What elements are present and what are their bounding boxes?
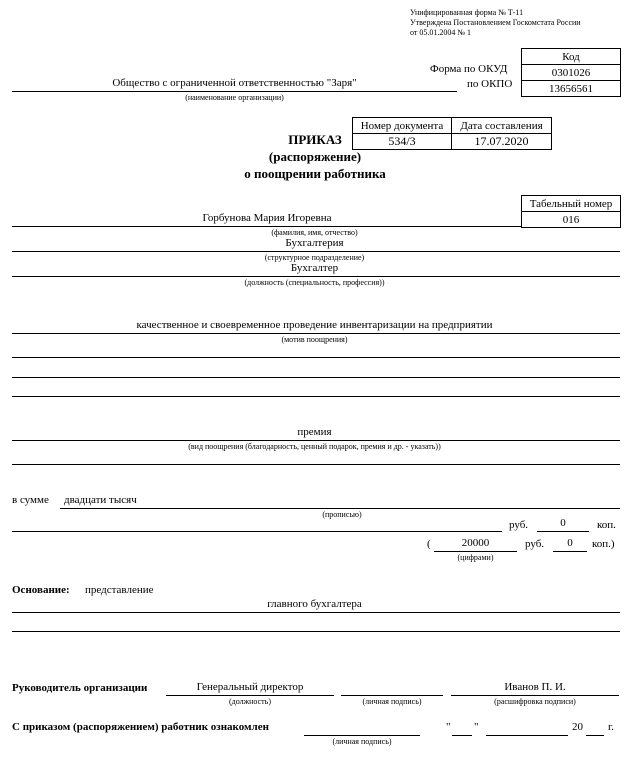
tab-number: 016: [522, 212, 621, 228]
kop-label-words: коп.: [597, 519, 616, 531]
amount-words-line-2: [12, 531, 502, 532]
ack-signature-caption: (личная подпись): [332, 737, 392, 746]
employee-name-line: [12, 226, 522, 227]
position: Бухгалтер: [290, 262, 339, 274]
motive-line: [12, 333, 620, 334]
head-label: Руководитель организации: [12, 682, 148, 694]
ack-year-suffix: г.: [608, 721, 615, 733]
reward-caption: (вид поощрения (благодарность, ценный подарок, премия и др. - указать)): [188, 442, 441, 451]
head-signature-caption: (личная подпись): [362, 697, 422, 706]
okud-value: 0301026: [522, 65, 621, 81]
doc-number: 534/3: [353, 134, 452, 150]
ack-year-prefix: 20: [572, 721, 583, 733]
doc-date-header: Дата составления: [452, 118, 552, 134]
motive-caption: (мотив поощрения): [281, 335, 348, 344]
motive-extra-line-3: [12, 396, 620, 397]
okud-label: Форма по ОКУД: [430, 63, 508, 75]
basis-line-1: [12, 612, 620, 613]
position-caption: (должность (специальность, профессия)): [244, 278, 385, 287]
ack-quote-close: ": [474, 721, 479, 733]
motive-extra-line-2: [12, 377, 620, 378]
form-name: Унифицированная форма № Т-11: [410, 8, 524, 17]
ack-signature-line: [304, 735, 420, 736]
ack-month-line: [486, 735, 568, 736]
tab-number-table: [521, 195, 621, 228]
order-subtitle: (распоряжение): [268, 149, 362, 164]
amount-words-line: [60, 508, 620, 509]
amount-words-caption: (прописью): [322, 510, 362, 519]
kop-words: 0: [560, 517, 566, 529]
basis-text-2: главного бухгалтера: [267, 598, 362, 610]
doc-number-header: Номер документа: [353, 118, 452, 134]
basis-line-2: [12, 631, 620, 632]
head-position: Генеральный директор: [196, 681, 304, 693]
rub-label-words: руб.: [509, 519, 529, 531]
reward-line: [12, 440, 620, 441]
digits-open-paren: (: [427, 538, 431, 550]
basis-label: Основание:: [12, 584, 70, 596]
kop-digits: 0: [567, 537, 573, 549]
kop-digits-line: [553, 551, 587, 552]
head-position-line: [166, 695, 334, 696]
department: Бухгалтерия: [285, 237, 344, 249]
form-header: [410, 8, 581, 38]
kop-words-line: [537, 531, 589, 532]
ack-label: С приказом (распоряжением) работник ознакомлен: [12, 721, 269, 733]
reward-kind: премия: [297, 426, 332, 438]
amount-words: двадцати тысяч: [64, 494, 137, 506]
code-header: Код: [522, 49, 621, 65]
department-caption: (структурное подразделение): [264, 253, 365, 262]
reward-extra-line: [12, 464, 620, 465]
form-approval-date: от 05.01.2004 № 1: [410, 28, 472, 37]
okpo-value: 13656561: [522, 81, 621, 97]
employee-name: Горбунова Мария Игоревна: [202, 212, 332, 224]
organization-caption: (наименование организации): [185, 93, 284, 102]
form-approval: Утверждена Постановлением Госкомстата России: [410, 18, 581, 27]
doc-date: 17.07.2020: [452, 134, 552, 150]
organization-name: Общество с ограниченной ответственностью "Заря": [112, 77, 357, 89]
amount-digits-caption: (цифрами): [457, 553, 494, 562]
order-title: ПРИКАЗ: [288, 132, 342, 147]
head-position-caption: (должность): [229, 697, 271, 706]
amount-digits-line: [434, 551, 517, 552]
employee-name-caption: (фамилия, имя, отчество): [271, 228, 358, 237]
department-line: [12, 251, 620, 252]
ack-quote-open: ": [446, 721, 451, 733]
amount-digits: 20000: [461, 537, 490, 549]
amount-label: в сумме: [12, 494, 49, 506]
kop-label-digits: коп.): [592, 538, 615, 550]
basis-text-1: представление: [85, 584, 154, 596]
document-number-table: [352, 117, 552, 150]
organization-line: [12, 91, 457, 92]
tab-number-header: Табельный номер: [522, 196, 621, 212]
motive-text: качественное и своевременное проведение инвентаризации на предприятии: [136, 319, 493, 331]
position-line: [12, 276, 620, 277]
head-signature-line: [341, 695, 443, 696]
okpo-label: по ОКПО: [467, 78, 513, 90]
ack-year-line: [586, 735, 604, 736]
head-name: Иванов П. И.: [504, 681, 566, 693]
ack-day-line: [452, 735, 472, 736]
head-name-caption: (расшифровка подписи): [494, 697, 576, 706]
head-name-line: [451, 695, 619, 696]
codes-table: [521, 48, 621, 97]
order-purpose: о поощрении работника: [244, 166, 386, 181]
motive-extra-line-1: [12, 357, 620, 358]
rub-label-digits: руб.: [525, 538, 545, 550]
